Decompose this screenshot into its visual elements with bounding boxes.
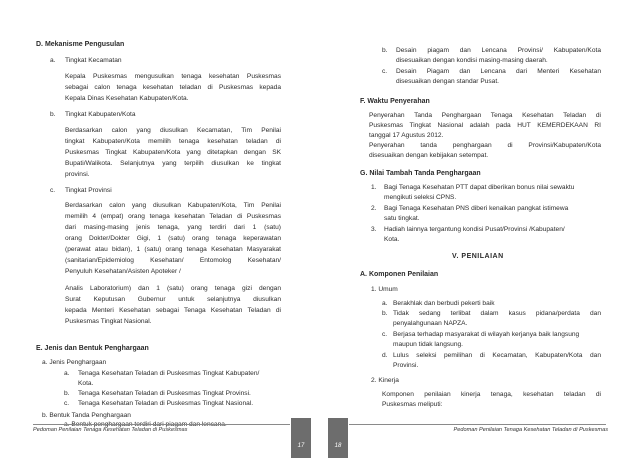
item-c-line: Puskesmas Tingkat Nasional. — [65, 318, 152, 325]
top-item-line: disesuaikan dengan standar Pusat. — [396, 78, 500, 85]
item-c-line: Berdasarkan calon yang diusulkan Kabupaten/Kota, Tim Penilai — [65, 202, 281, 209]
page-number: 17 — [297, 443, 305, 449]
page-tab — [291, 418, 311, 458]
item-c-line: kepada Menteri Kesehatan sebagai Tenaga Kesehatan Teladan di — [65, 307, 281, 314]
g-item-line: Bagi Tenaga Kesehatan PTT dapat diberikan bonus nilai sewaktu — [384, 184, 575, 191]
item-a-line: sebagai calon tenaga kesehatan teladan di Puskesmas kepada — [65, 84, 281, 91]
umum-item-line: Tidak sedang terlibat dalam kasus pidana/perdata dan — [393, 310, 601, 317]
f-line: tanggal 17 Agustus 2012. — [369, 132, 444, 139]
e-a-item-line: Tenaga Kesehatan Teladan di Puskesmas Tingkat Provinsi. — [78, 390, 251, 397]
umum-item-label: b. — [382, 310, 388, 317]
kinerja-line: Puskesmas meliputi: — [382, 401, 443, 408]
item-b-title: Tingkat Kabupaten/Kota — [65, 111, 136, 118]
umum-item-line: Lulus seleksi pemilihan di Kecamatan, Kabupaten/Kota dan — [393, 352, 601, 359]
top-item-label: b. — [382, 47, 388, 54]
item-b-label: b. — [50, 111, 56, 118]
item-c-line: Surat Keputusan Gubernur untuk selanjutnya diusulkan — [65, 296, 281, 303]
umum-heading: 1. Umum — [371, 286, 398, 293]
e-a-item-label: b. — [64, 390, 70, 397]
e-a-item-label: c. — [64, 400, 70, 407]
section-g-title: G. Nilai Tambah Tanda Penghargaan — [360, 170, 481, 177]
item-c-line: Analis Laboratorium) dan 1 (satu) orang tenaga gizi dengan — [65, 285, 281, 292]
umum-item-line: penyalahgunaan NAPZA. — [393, 320, 468, 327]
item-c-title: Tingkat Provinsi — [65, 187, 112, 194]
top-item-line: Desain piagam dan Lencana Provinsi/ Kabupaten/Kota — [396, 47, 601, 54]
top-item-line: Desain Piagam dan Lencana dari Menteri Kesehatan — [396, 68, 601, 75]
g-item-label: 3. — [371, 226, 377, 233]
e-a-item-line: Kota. — [78, 380, 94, 387]
item-c-line: (perawat atau bidan), 1 (satu) orang tenaga Kesehatan Masyarakat — [65, 246, 281, 253]
chapter-title: V. PENILAIAN — [452, 253, 504, 260]
item-b-line: Bupati/Walikota. Selanjutnya yang terpilih diusulkan ke tingkat — [65, 160, 281, 167]
item-b-line: tingkat Kabupaten/Kota memilih tenaga kesehatan teladan di — [65, 138, 281, 145]
umum-item-line: Provinsi. — [393, 362, 419, 369]
section-e-title: E. Jenis dan Bentuk Penghargaan — [36, 345, 149, 352]
item-a-line: Kepala Dinas Kesehatan Kabupaten/Kota. — [65, 95, 189, 102]
item-c-line: (sanitarian/Epidemiolog Kesehatan/ Entomolog Kesehatan/ — [65, 257, 281, 264]
page-number: 18 — [334, 443, 342, 449]
umum-item-line: maupun tidak langsung. — [393, 341, 464, 348]
g-item-line: Kota. — [384, 236, 400, 243]
f-line: Penyerahan Tanda Penghargaan Tenaga Kesehatan Teladan di — [369, 112, 601, 119]
item-c-line: memilih 4 (empat) orang tenaga kesehatan Teladan di Puskesmas — [65, 213, 281, 220]
e-b-heading: b. Bentuk Tanda Penghargaan — [42, 412, 131, 419]
page-tab — [328, 418, 348, 458]
item-c-line: Penyuluh Kesehatan/Asisten Apoteker / — [65, 268, 181, 275]
g-item-label: 1. — [371, 184, 377, 191]
section-f-title: F. Waktu Penyerahan — [360, 98, 430, 105]
umum-item-label: c. — [382, 331, 388, 338]
top-item-line: disesuaikan dengan kondisi masing-masing daerah. — [396, 57, 548, 64]
footer-text: Pedoman Penilaian Tenaga Kesehatan Teladan di Puskesmas — [33, 427, 188, 433]
section-d-title: D. Mekanisme Pengusulan — [36, 41, 125, 48]
right-page — [319, 0, 638, 458]
f-line: Puskesmas Tingkat Nasional adalah pada HUT KEMERDEKAAN RI — [369, 122, 601, 129]
f-line: disesuaikan dengan kebijakan setempat. — [369, 152, 489, 159]
footer-rule — [33, 424, 290, 425]
umum-item-label: a. — [382, 300, 388, 307]
footer-rule — [349, 424, 606, 425]
kinerja-heading: 2. Kinerja — [371, 377, 399, 384]
item-b-line: Puskesmas Tingkat Kabupaten/Kota yang ditetapkan dengan SK — [65, 149, 281, 156]
g-item-line: satu tingkat. — [384, 215, 420, 222]
g-item-line: mengikuti seleksi CPNS. — [384, 194, 457, 201]
item-a-line: Kepala Puskesmas mengusulkan tenaga kesehatan Puskesmas — [65, 73, 281, 80]
item-b-line: Berdasarkan calon yang diusulkan Kecamatan, Tim Penilai — [65, 127, 281, 134]
item-c-line: dari masing-masing jenis tenaga, yang terdiri dari 1 (satu) — [65, 224, 281, 231]
item-c-label: c. — [50, 187, 56, 194]
item-a-label: a. — [50, 57, 56, 64]
g-item-line: Hadiah lainnya tergantung kondisi Pusat/Provinsi /Kabupaten/ — [384, 226, 565, 233]
item-b-line: provinsi. — [65, 171, 90, 178]
item-c-line: orang Dokter/Dokter Gigi, 1 (satu) orang tenaga keperawatan — [65, 235, 281, 242]
item-a-title: Tingkat Kecamatan — [65, 57, 122, 64]
umum-item-label: d. — [382, 352, 388, 359]
e-a-item-line: Tenaga Kesehatan Teladan di Puskesmas Tingkat Nasional. — [78, 400, 254, 407]
footer-text: Pedoman Penilaian Tenaga Kesehatan Teladan di Puskesmas — [453, 427, 608, 433]
umum-item-line: Berjasa terhadap masyarakat di wilayah kerjanya baik langsung — [393, 331, 580, 338]
top-item-label: c. — [382, 68, 388, 75]
e-a-item-line: Tenaga Kesehatan Teladan di Puskesmas Tingkat Kabupaten/ — [78, 370, 260, 377]
f-line: Penyerahan tanda penghargaan di Provinsi/Kabupaten/Kota — [369, 142, 601, 149]
umum-item-line: Berakhlak dan berbudi pekerti baik — [393, 300, 495, 307]
kinerja-line: Komponen penilaian kinerja tenaga, kesehatan teladan di — [382, 391, 601, 398]
e-a-item-label: a. — [64, 370, 70, 377]
g-item-label: 2. — [371, 205, 377, 212]
e-a-heading: a. Jenis Penghargaan — [42, 359, 107, 366]
section-a-title: A. Komponen Penilaian — [360, 271, 439, 278]
g-item-line: Bagi Tenaga Kesehatan PNS diberi kenaikan pangkat istimewa — [384, 205, 569, 212]
